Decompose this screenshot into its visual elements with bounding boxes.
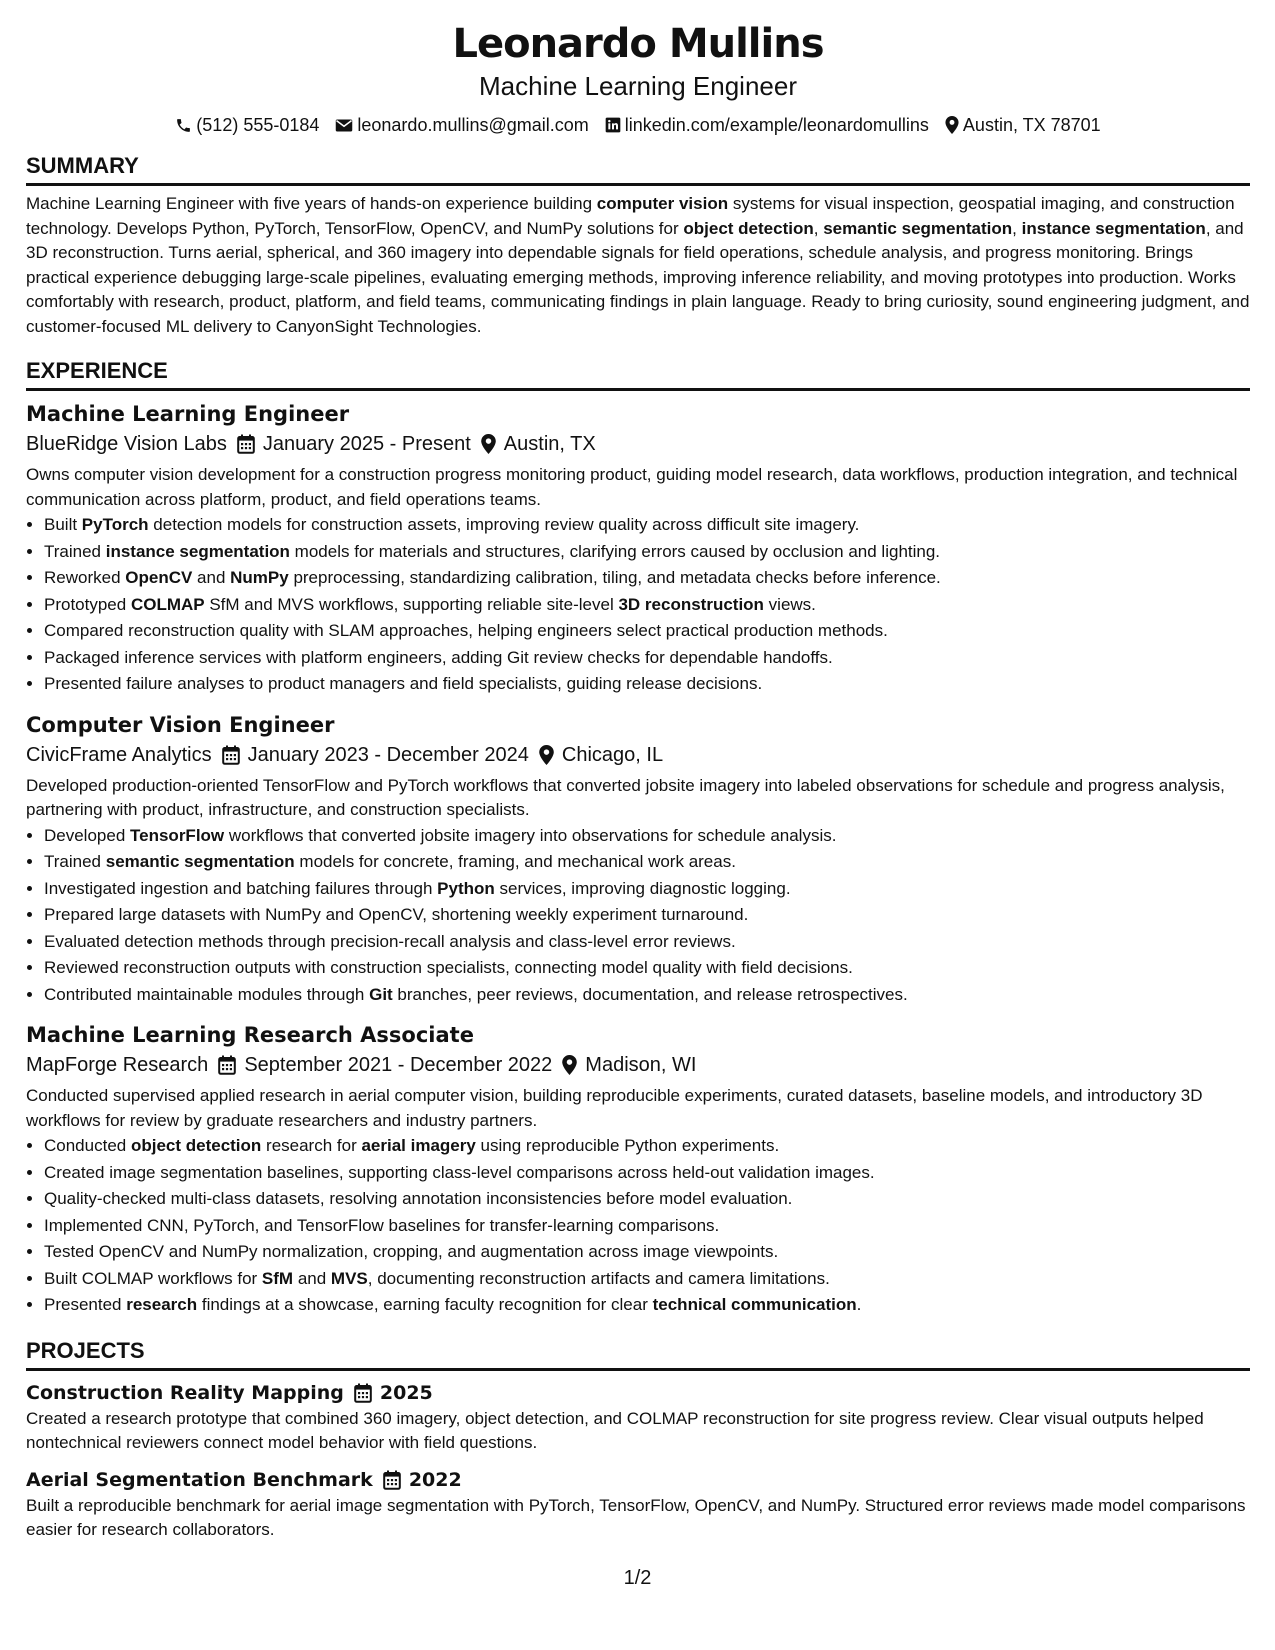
job-description: Developed production-oriented TensorFlow and PyTorch workflows that converted jobsite imagery into labeled observations for schedule and progress analysis, partnering with product, infrastructure, and construction specialists. [26, 775, 1225, 819]
bullet-item [44, 618, 1250, 645]
bold-keyword: research [126, 1295, 198, 1314]
job-title: Machine Learning Research Associate [26, 1023, 474, 1047]
project-entry [26, 1379, 1250, 1456]
bold-keyword: TensorFlow [130, 825, 225, 845]
text-run: and [293, 1268, 331, 1288]
job-location-text: Madison, WI [585, 1054, 697, 1076]
text-run: Quality-checked multi-class datasets, resolving annotation inconsistencies before model evaluation. [44, 1189, 793, 1208]
projects-section [26, 1337, 1250, 1543]
job-title: Machine Learning Engineer [26, 402, 350, 426]
job-meta [26, 429, 1250, 459]
contact-location [945, 112, 1101, 138]
text-run: Presented failure analyses to product managers and field specialists, guiding release decisions. [44, 674, 763, 693]
job-location-text: Austin, TX [503, 433, 596, 455]
job-bullets [26, 1133, 1250, 1319]
text-run: and [192, 568, 231, 587]
experience-section [26, 357, 1250, 1319]
bold-keyword: 3D reconstruction [618, 594, 764, 614]
text-run: using reproducible Python experiments. [475, 1136, 780, 1155]
job-entry [26, 1020, 1250, 1319]
envelope-icon [335, 118, 353, 133]
calendar-icon [237, 434, 255, 454]
text-run: Packaged inference services with platform engineers, adding Git review checks for dependable handoffs. [44, 647, 833, 667]
text-run: Prototyped [44, 594, 131, 614]
contact-linkedin[interactable] [605, 112, 929, 138]
text-run: Built COLMAP workflows for [44, 1268, 262, 1288]
job-location-text: Chicago, IL [561, 743, 664, 766]
text-run: Built [44, 515, 82, 534]
bold-keyword: COLMAP [130, 594, 205, 614]
project-year-text: 2025 [379, 1381, 433, 1404]
text-run: , documenting reconstruction artifacts and camera limitations. [367, 1268, 830, 1288]
job-entry [26, 710, 1250, 1009]
bullet-item [44, 823, 1250, 850]
bullet-item [44, 539, 1250, 566]
bullet-item [44, 982, 1250, 1009]
resume-page [26, 20, 1250, 1543]
contact-phone [175, 112, 319, 138]
bullet-item [44, 1266, 1250, 1293]
company-name: MapForge Research [26, 1054, 209, 1076]
job-dates [218, 1050, 552, 1080]
text-run: preprocessing, standardizing calibration, tiling, and metadata checks before inference. [288, 568, 941, 587]
summary-text [26, 192, 1250, 339]
bold-keyword: computer vision [596, 194, 729, 213]
text-run: , and 3D reconstruction. Turns aerial, spherical, and 360 imagery into dependable signals for field operations, schedule analysis, and progress monitoring. Brings practical experience debugging large-scale pipelines, evaluating emerging methods, improving inference reliability, and moving prototypes into production. Works comfortably with research, product, platform, and field teams, communicating findings in plain language. Ready to bring curiosity, sound engineering judgment, and customer-focused ML delivery to CanyonSight Technologies. [26, 218, 1250, 336]
bullet-item [44, 902, 1250, 929]
bold-keyword: SfM [261, 1268, 294, 1288]
project-heading [26, 1466, 1250, 1494]
linkedin-text[interactable]: linkedin.com/example/leonardomullins [624, 115, 929, 135]
bold-keyword: semantic segmentation [823, 218, 1013, 238]
bold-keyword: Git [369, 984, 393, 1004]
calendar-icon [383, 1470, 401, 1490]
job-bullets [26, 823, 1250, 1009]
map-pin-icon [481, 434, 496, 454]
bold-keyword: instance segmentation [1021, 218, 1206, 238]
map-pin-icon [539, 745, 554, 765]
text-run: , [1012, 218, 1022, 238]
text-run: findings at a showcase, earning faculty recognition for clear [197, 1295, 653, 1314]
text-run: Evaluated detection methods through precision-recall analysis and class-level error reviews. [44, 931, 736, 951]
text-run: Created image segmentation baselines, supporting class-level comparisons across held-out validation images. [44, 1162, 875, 1182]
company-name: BlueRidge Vision Labs [26, 433, 227, 455]
location-text: Austin, TX 78701 [962, 115, 1101, 135]
text-run: SfM and MVS workflows, supporting reliable site-level [204, 594, 619, 614]
bullet-item [44, 1133, 1250, 1160]
text-run: research for [261, 1136, 362, 1155]
job-dates-text: January 2025 - Present [262, 433, 471, 455]
bold-keyword: PyTorch [81, 515, 149, 534]
bold-keyword: OpenCV [125, 568, 193, 587]
calendar-icon [354, 1383, 372, 1403]
bullet-item [44, 1239, 1250, 1266]
section-heading: SUMMARY [26, 152, 1250, 186]
text-run: Trained [44, 852, 106, 871]
text-run: Compared reconstruction quality with SLAM approaches, helping engineers select practical production methods. [44, 621, 888, 640]
bold-keyword: instance segmentation [105, 541, 290, 561]
section-heading: PROJECTS [26, 1337, 1250, 1371]
bullet-item [44, 1186, 1250, 1213]
job-list [26, 399, 1250, 1319]
text-run: . [856, 1295, 862, 1314]
project-year [354, 1379, 433, 1407]
bullet-item [44, 876, 1250, 903]
job-location [562, 1050, 696, 1080]
job-description: Owns computer vision development for a construction progress monitoring product, guiding model research, data workflows, production integration, and technical communication across platform, product, and field operations teams. [26, 465, 1238, 509]
text-run: Reworked [44, 568, 126, 587]
map-pin-icon [562, 1055, 577, 1075]
bullet-item [44, 1160, 1250, 1187]
job-entry [26, 399, 1250, 698]
email-text[interactable]: leonardo.mullins@gmail.com [357, 115, 589, 135]
text-run: Machine Learning Engineer with five years of hands-on experience building [26, 194, 597, 213]
text-run: services, improving diagnostic logging. [494, 878, 791, 898]
text-run: Investigated ingestion and batching failures through [44, 878, 438, 898]
page-number: 1/2 [623, 1567, 652, 1589]
bullet-item [44, 929, 1250, 956]
resume-header [26, 20, 1250, 138]
project-heading [26, 1379, 1250, 1407]
text-run: detection models for construction assets, improving review quality across difficult site imagery. [148, 515, 860, 534]
map-pin-icon [945, 116, 959, 134]
text-run: views. [763, 594, 816, 614]
job-dates-text: January 2023 - December 2024 [247, 743, 529, 766]
job-location [539, 740, 663, 770]
project-year [383, 1466, 462, 1494]
bullet-item [44, 671, 1250, 698]
contact-email[interactable] [335, 112, 588, 138]
linkedin-icon [605, 117, 621, 133]
bold-keyword: NumPy [230, 568, 289, 587]
project-entry [26, 1466, 1250, 1543]
job-dates [222, 740, 529, 770]
bullet-item [44, 1292, 1250, 1319]
text-run: Developed [44, 825, 131, 845]
text-run: workflows that converted jobsite imagery into observations for schedule analysis. [224, 825, 837, 845]
bold-keyword: technical communication [652, 1295, 857, 1314]
bold-keyword: MVS [330, 1268, 368, 1288]
bold-keyword: object detection [130, 1136, 262, 1155]
bullet-item [44, 565, 1250, 592]
job-dates-text: September 2021 - December 2022 [244, 1054, 553, 1076]
project-year-text: 2022 [408, 1468, 462, 1491]
bullet-item [44, 955, 1250, 982]
project-name: Construction Reality Mapping [26, 1381, 344, 1404]
candidate-name: Leonardo Mullins [452, 21, 824, 67]
text-run: Contributed maintainable modules through [44, 984, 370, 1004]
bold-keyword: Python [437, 878, 495, 898]
bold-keyword: object detection [683, 218, 814, 238]
calendar-icon [218, 1055, 236, 1075]
phone-text: (512) 555-0184 [196, 115, 320, 135]
section-heading: EXPERIENCE [26, 357, 1250, 391]
bullet-item [44, 849, 1250, 876]
project-list [26, 1379, 1250, 1543]
job-bullets [26, 512, 1250, 698]
text-run: Conducted [44, 1136, 131, 1155]
bullet-item [44, 645, 1250, 672]
bullet-item [44, 592, 1250, 619]
bullet-item [44, 1213, 1250, 1240]
job-title: Computer Vision Engineer [26, 712, 335, 737]
text-run: branches, peer reviews, documentation, and release retrospectives. [392, 984, 908, 1004]
calendar-icon [222, 745, 240, 765]
candidate-role: Machine Learning Engineer [479, 71, 797, 101]
project-name: Aerial Segmentation Benchmark [26, 1468, 373, 1491]
text-run: systems for visual inspection, geospatial imaging, and construction technology. Develops Python, PyTorch, TensorFlow, OpenCV, and NumPy solutions for [26, 194, 1235, 238]
text-run: models for concrete, framing, and mechanical work areas. [294, 852, 736, 871]
text-run: Reviewed reconstruction outputs with construction specialists, connecting model quality with field decisions. [44, 958, 853, 977]
job-description: Conducted supervised applied research in aerial computer vision, building reproducible experiments, curated datasets, baseline models, and introductory 3D workflows for review by graduate researchers and industry partners. [26, 1086, 1203, 1130]
job-meta [26, 1050, 1250, 1080]
text-run: Presented [44, 1295, 127, 1314]
text-run: Implemented CNN, PyTorch, and TensorFlow baselines for transfer-learning comparisons. [44, 1215, 720, 1235]
summary-section [26, 152, 1250, 339]
job-meta [26, 740, 1250, 770]
phone-icon [175, 117, 192, 134]
bold-keyword: aerial imagery [361, 1136, 476, 1155]
contact-row [26, 112, 1250, 138]
bold-keyword: semantic segmentation [105, 852, 295, 871]
job-dates [237, 429, 471, 459]
company-name: CivicFrame Analytics [26, 743, 212, 766]
text-run: Prepared large datasets with NumPy and OpenCV, shortening weekly experiment turnaround. [44, 905, 749, 924]
project-description: Built a reproducible benchmark for aerial image segmentation with PyTorch, TensorFlow, OpenCV, and NumPy. Structured error reviews made model comparisons easier for research collaborators. [26, 1495, 1246, 1539]
text-run: Tested OpenCV and NumPy normalization, cropping, and augmentation across image viewpoints. [44, 1242, 779, 1261]
bullet-item [44, 512, 1250, 539]
project-description: Created a research prototype that combined 360 imagery, object detection, and COLMAP reconstruction for site progress review. Clear visual outputs helped nontechnical reviewers connect model behavior with field questions. [26, 1408, 1204, 1452]
text-run: Trained [44, 541, 106, 561]
text-run: , [813, 218, 824, 238]
job-location [481, 429, 596, 459]
text-run: models for materials and structures, clarifying errors caused by occlusion and lighting. [289, 541, 941, 561]
